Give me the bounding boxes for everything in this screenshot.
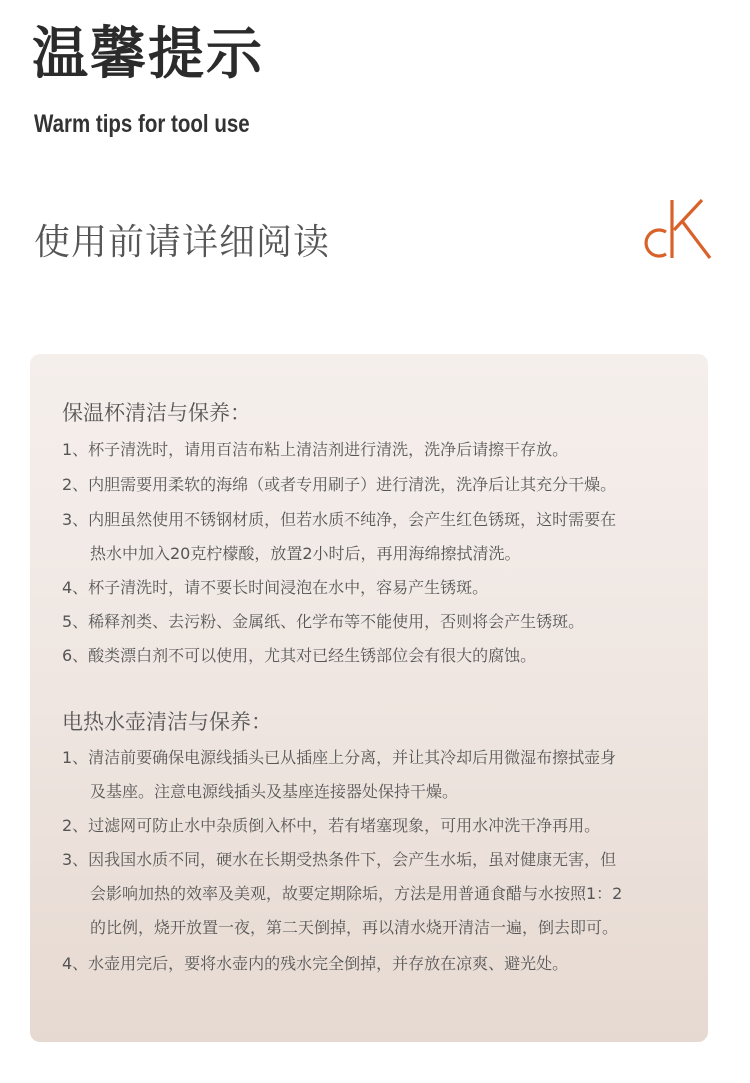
read-before-use-heading: 使用前请详细阅读 [34, 222, 331, 263]
list-item: 1、杯子清洗时，请用百洁布粘上清洁剂进行清洗，洗净后请擦干存放。 [62, 440, 569, 459]
list-item-continuation: 及基座。注意电源线插头及基座连接器处保持干燥。 [90, 782, 459, 801]
list-item: 6、酸类漂白剂不可以使用，尤其对已经生锈部位会有很大的腐蚀。 [62, 646, 537, 665]
list-item: 5、稀释剂类、去污粉、金属纸、化学布等不能使用，否则将会产生锈斑。 [62, 612, 585, 631]
list-item-continuation: 热水中加入20克柠檬酸，放置2小时后，再用海绵擦拭清洗。 [90, 544, 521, 563]
list-item: 2、内胆需要用柔软的海绵（或者专用刷子）进行清洗，洗净后让其充分干燥。 [62, 475, 617, 494]
dk-brand-logo [636, 196, 712, 262]
list-item: 4、水壶用完后，要将水壶内的残水完全倒掉，并存放在凉爽、避光处。 [62, 954, 569, 973]
section-heading-kettle: 电热水壶清洁与保养： [62, 710, 272, 734]
list-item-continuation: 会影响加热的效率及美观，故要定期除垢，方法是用普通食醋与水按照1：2 [90, 884, 623, 903]
list-item: 2、过滤网可防止水中杂质倒入杯中，若有堵塞现象，可用水冲洗干净再用。 [62, 816, 601, 835]
list-item-continuation: 的比例，烧开放置一夜，第二天倒掉，再以清水烧开清洁一遍，倒去即可。 [90, 918, 619, 937]
list-item: 3、内胆虽然使用不锈钢材质，但若水质不纯净，会产生红色锈斑，这时需要在 [62, 510, 617, 529]
page-title: 温馨提示 [32, 22, 264, 87]
section-heading-thermos: 保温杯清洁与保养： [62, 401, 251, 425]
page-subtitle-english: Warm tips for tool use [34, 110, 250, 138]
list-item: 3、因我国水质不同，硬水在长期受热条件下，会产生水垢，虽对健康无害，但 [62, 850, 617, 869]
list-item: 1、清洁前要确保电源线插头已从插座上分离，并让其冷却后用微湿布擦拭壶身 [62, 748, 617, 767]
list-item: 4、杯子清洗时，请不要长时间浸泡在水中，容易产生锈斑。 [62, 578, 489, 597]
